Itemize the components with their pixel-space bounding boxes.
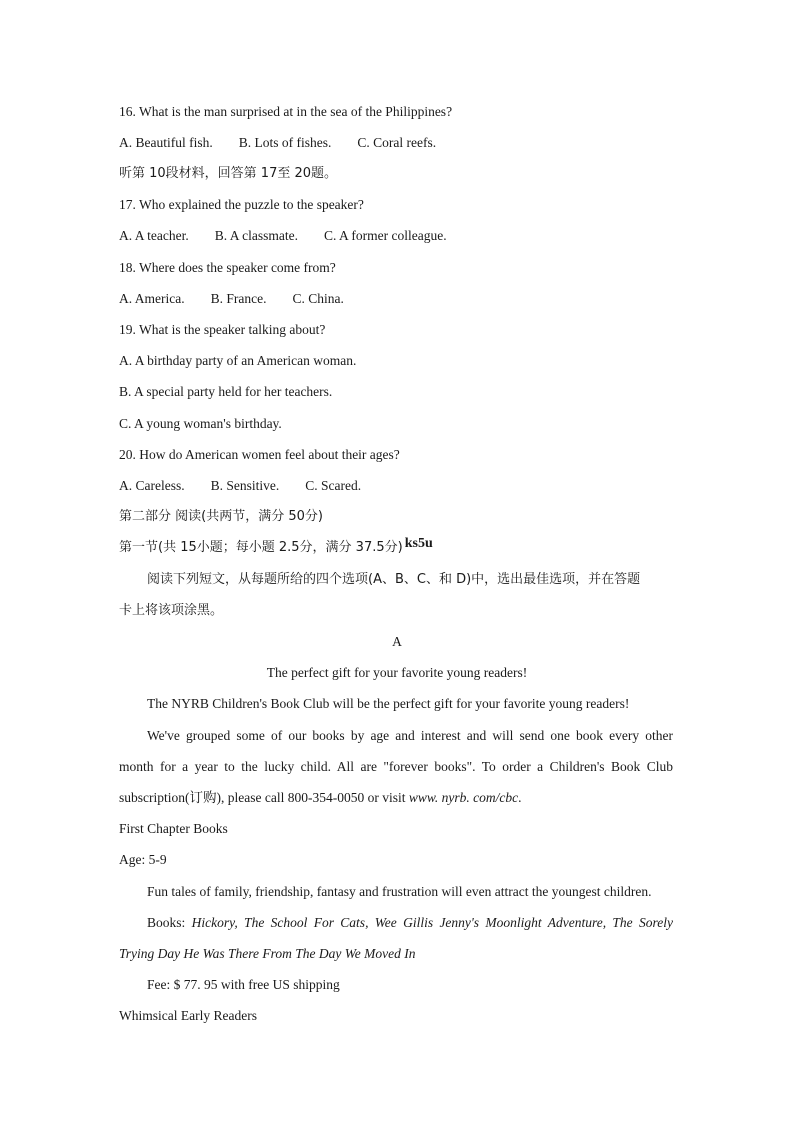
question-18-options: [119, 290, 344, 308]
category-first-chapter-books: First Chapter Books: [119, 821, 228, 836]
section-1-heading: [119, 536, 433, 557]
question-16-option-a: A. Beautiful fish.: [119, 135, 213, 150]
paragraph-line-2: month for a year to the lucky child. All are "forever books". To order a Children's Book Club: [119, 759, 673, 774]
paragraph-line-3: [119, 789, 521, 807]
question-16-options: [119, 134, 436, 152]
question-17-stem: 17. Who explained the puzzle to the speaker?: [119, 197, 364, 212]
books-titles-1: Hickory, The School For Cats, Wee Gillis Jenny's Moonlight Adventure, The Sorely: [191, 915, 673, 930]
question-20-options: [119, 477, 361, 495]
paragraph-line-3-end: .: [518, 790, 522, 805]
question-18-option-c: C. China.: [292, 291, 344, 306]
section-1-text: 第一节(共 15小题；每小题 2.5分，满分 37.5分): [119, 540, 403, 555]
question-20-stem: 20. How do American women feel about their ages?: [119, 447, 400, 462]
paragraph-line-3-text: subscription(订购), please call 800-354-0050 or visit: [119, 790, 409, 805]
question-17-option-c: C. A former colleague.: [323, 228, 447, 243]
question-19-stem: 19. What is the speaker talking about?: [119, 322, 326, 337]
question-18-stem: 18. Where does the speaker come from?: [119, 260, 336, 275]
question-19-option-b: B. A special party held for her teachers.: [119, 384, 333, 399]
ks5u-watermark: ks5u: [404, 536, 433, 551]
paragraph-line-1: We've grouped some of our books by age and interest and will send one book every other: [147, 728, 673, 743]
question-19-option-c: C. A young woman's birthday.: [119, 416, 282, 431]
description-first-chapter: Fun tales of family, friendship, fantasy and frustration will even attract the youngest children.: [147, 884, 652, 899]
question-17-option-a: A. A teacher.: [119, 228, 189, 243]
books-label: Books:: [147, 915, 192, 930]
question-16-stem: 16. What is the man surprised at in the sea of the Philippines?: [119, 104, 453, 119]
question-18-option-b: B. France.: [210, 291, 267, 306]
question-20-option-a: A. Careless.: [119, 478, 185, 493]
question-20-option-c: C. Scared.: [305, 478, 362, 493]
instruction-material-10: 听第 10段材料，回答第 17至 20题。: [119, 166, 338, 181]
directions-line-1: 阅读下列短文，从每题所给的四个选项(A、B、C、和 D)中，选出最佳选项，并在答题: [147, 572, 641, 587]
club-url-link[interactable]: www. nyrb. com/cbc: [408, 790, 519, 805]
question-19-option-a: A. A birthday party of an American woman.: [119, 353, 357, 368]
category-whimsical-early-readers: Whimsical Early Readers: [119, 1008, 257, 1023]
question-20-option-b: B. Sensitive.: [210, 478, 280, 493]
age-range-first-chapter: Age: 5-9: [119, 852, 167, 867]
books-line-2: [119, 945, 415, 963]
passage-intro: The NYRB Children's Book Club will be the perfect gift for your favorite young readers!: [147, 696, 630, 711]
passage-title: The perfect gift for your favorite young readers!: [266, 665, 528, 680]
question-18-option-a: A. America.: [119, 291, 185, 306]
question-17-options: [119, 227, 447, 245]
directions-line-2: 卡上将该项涂黑。: [119, 603, 224, 618]
part-2-heading: 第二部分 阅读(共两节，满分 50分): [119, 509, 323, 524]
books-titles-2: Trying Day He Was There From The Day We Moved In: [119, 946, 416, 961]
books-line-1: [147, 914, 673, 932]
question-16-option-c: C. Coral reefs.: [357, 135, 437, 150]
question-16-option-b: B. Lots of fishes.: [238, 135, 332, 150]
fee-first-chapter: Fee: $ 77. 95 with free US shipping: [147, 977, 340, 992]
question-17-option-b: B. A classmate.: [214, 228, 298, 243]
passage-label: A: [392, 634, 402, 649]
